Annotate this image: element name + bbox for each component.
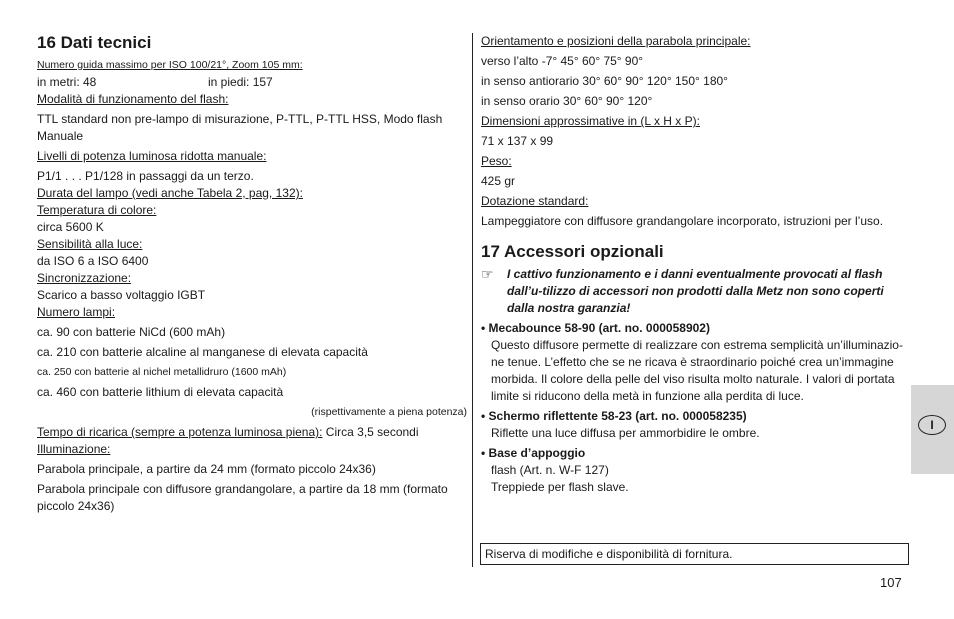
accessory-mecabounce-title: • Mecabounce 58-90 (art. no. 000058902) — [481, 321, 710, 335]
orientation-ccw: in senso antiorario 30° 60° 90° 120° 150° 180° — [481, 74, 728, 88]
warranty-note — [481, 266, 909, 317]
flash-count-nimh: ca. 250 con batterie al nichel metallidruro (1600 mAh) — [37, 366, 287, 378]
illumination-label: Illuminazione: — [37, 442, 111, 456]
guide-number-meters: in metri: 48 — [37, 75, 97, 89]
illumination-main: Parabola principale, a partire da 24 mm (formato piccolo 24x36) — [37, 462, 376, 476]
weight-label: Peso: — [481, 154, 512, 168]
flash-duration-label: Durata del lampo (vedi anche Tabela 2, pag, 132): — [37, 186, 303, 200]
sensitivity-label: Sensibilità alla luce: — [37, 237, 143, 251]
language-tab-letter: I — [918, 415, 946, 435]
orientation-up: verso l’alto -7° 45° 60° 75° 90° — [481, 54, 644, 68]
recycle-time — [37, 424, 467, 441]
flash-count-alkaline: ca. 210 con batterie alcaline al manganese di elevata capacità — [37, 345, 368, 359]
standard-equipment-label: Dotazione standard: — [481, 194, 589, 208]
language-tab — [911, 385, 954, 474]
pointing-hand-icon: ☞ — [481, 266, 494, 282]
sensitivity-value: da ISO 6 a ISO 6400 — [37, 254, 149, 268]
column-divider — [472, 33, 473, 567]
accessory-item — [481, 320, 909, 405]
accessory-reflector-title: • Schermo riflettente 58-23 (art. no. 000058235) — [481, 409, 747, 423]
accessory-item — [481, 408, 909, 442]
accessory-base-desc: flash (Art. n. W-F 127) — [491, 463, 609, 477]
section-title-accessories: 17 Accessori opzionali — [481, 242, 664, 261]
guide-number-label: Numero guida massimo per ISO 100/21°, Zoom 105 mm: — [37, 59, 303, 71]
warranty-note-text: I cattivo funzionamento e i danni eventualmente provocati al flash dall’u-tilizzo di accessori non prodotti dalla Metz non sono coperti dalla nostra garanzia! — [507, 267, 884, 315]
accessory-reflector-desc: Riflette una luce diffusa per ammorbidire le ombre. — [491, 426, 760, 440]
color-temp-label: Temperatura di colore: — [37, 203, 157, 217]
technical-data-column — [37, 33, 467, 515]
accessory-base-desc-2: Treppiede per flash slave. — [491, 480, 629, 494]
accessory-base-title: • Base d’appoggio — [481, 446, 586, 460]
power-levels-label: Livelli di potenza luminosa ridotta manuale: — [37, 149, 267, 163]
recycle-time-label: Tempo di ricarica (sempre a potenza luminosa piena): — [37, 425, 323, 439]
flash-count-nicd: ca. 90 con batterie NiCd (600 mAh) — [37, 325, 226, 339]
illumination-wide: Parabola principale con diffusore grandangolare, a partire da 18 mm (formato piccolo 24x36) — [37, 482, 448, 513]
flash-count-lithium: ca. 460 con batterie lithium di elevata capacità — [37, 385, 284, 399]
orientation-cw: in senso orario 30° 60° 90° 120° — [481, 94, 653, 108]
flash-count-label: Numero lampi: — [37, 305, 116, 319]
accessories-column — [481, 33, 909, 496]
dimensions-value: 71 x 137 x 99 — [481, 134, 554, 148]
flash-modes-label: Modalità di funzionamento del flash: — [37, 92, 229, 106]
power-levels-value: P1/1 . . . P1/128 in passaggi da un terzo. — [37, 169, 254, 183]
dimensions-label: Dimensioni approssimative in (L x H x P): — [481, 114, 700, 128]
accessory-item — [481, 445, 909, 496]
section-title-technical-data: 16 Dati tecnici — [37, 33, 152, 52]
reservation-notice: Riserva di modifiche e disponibilità di fornitura. — [480, 543, 909, 565]
page-number: 107 — [880, 575, 902, 590]
sync-label: Sincronizzazione: — [37, 271, 132, 285]
flash-modes-value: TTL standard non pre-lampo di misurazione, P-TTL, P-TTL HSS, Modo flash Manuale — [37, 112, 443, 143]
recycle-time-value: Circa 3,5 secondi — [322, 425, 419, 439]
standard-equipment-value: Lampeggiatore con diffusore grandangolare incorporato, istruzioni per l’uso. — [481, 214, 884, 228]
accessory-mecabounce-desc: Questo diffusore permette di realizzare con estrema semplicità un’illuminazio-ne tenue. L’effetto che se ne ricava è straordinario poiché crea un’immagine morbida. Il colore della pelle del viso risulta molto naturale. I valori di portata limite si riducono della metà in funzione alla perdita di luce. — [491, 338, 903, 403]
guide-number-feet: in piedi: 157 — [208, 75, 273, 89]
orientation-label: Orientamento e posizioni della parabola principale: — [481, 34, 751, 48]
flash-count-note: (rispettivamente a piena potenza) — [311, 406, 467, 418]
guide-number-values — [37, 74, 467, 91]
weight-value: 425 gr — [481, 174, 516, 188]
color-temp-value: circa 5600 K — [37, 220, 104, 234]
sync-value: Scarico a basso voltaggio IGBT — [37, 288, 206, 302]
